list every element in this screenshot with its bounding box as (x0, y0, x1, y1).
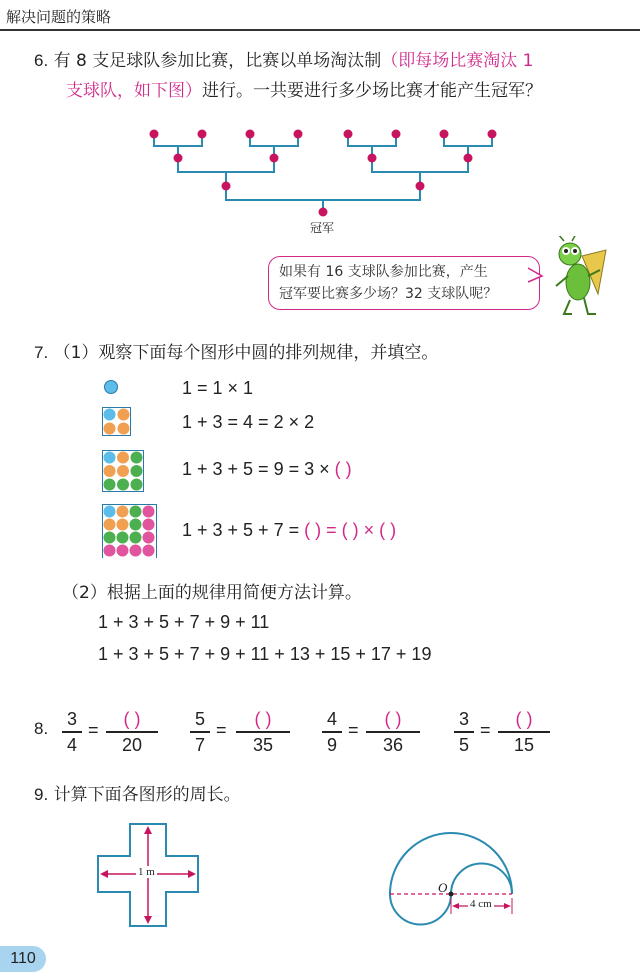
question-7-part1-label: （1）观察下面每个图形中圆的排列规律，并填空。 (53, 343, 439, 363)
fraction-2-right (236, 708, 290, 756)
fraction-denominator: 9 (326, 734, 337, 755)
question-6-text (34, 46, 624, 106)
pattern-blank-3[interactable]: ( ) (334, 459, 352, 479)
team-node (488, 130, 497, 139)
match-node (270, 154, 279, 163)
pattern-row-4 (182, 520, 396, 541)
fraction-numerator: 5 (194, 709, 205, 729)
fraction-numerator: 3 (66, 709, 77, 729)
team-node (150, 130, 159, 139)
fraction-denominator: 5 (458, 734, 469, 755)
semicircle-shape-figure (380, 818, 530, 948)
match-node (416, 182, 425, 191)
match-node (174, 154, 183, 163)
team-node (294, 130, 303, 139)
match-node (464, 154, 473, 163)
fraction-denominator: 7 (194, 734, 205, 755)
grasshopper-mascot-icon (548, 236, 618, 318)
question-7-number: 7. (34, 343, 49, 362)
pattern-eq-1: 1 = 1 × 1 (182, 378, 254, 398)
fraction-denominator: 4 (66, 734, 77, 755)
fraction-3-left (322, 708, 342, 756)
question-6-text-a: 有 8 支足球队参加比赛，比赛以单场淘汰制 (53, 51, 382, 71)
hint-line-1: 如果有 16 支球队参加比赛，产生 (279, 264, 488, 280)
team-node (344, 130, 353, 139)
question-6-number: 6. (34, 51, 49, 70)
fraction-3-right (366, 708, 420, 756)
team-node (198, 130, 207, 139)
pattern-blank-4[interactable]: ( ) = ( ) × ( ) (304, 520, 397, 540)
calc-expression-2: 1 + 3 + 5 + 7 + 9 + 11 + 13 + 15 + 17 + 19 (98, 644, 432, 664)
radius-measure-label: 4 cm (470, 898, 492, 910)
fraction-blank[interactable]: ( ) (123, 709, 141, 729)
fraction-blank[interactable]: ( ) (384, 709, 402, 729)
fraction-2-left (190, 708, 210, 756)
fraction-blank[interactable]: ( ) (515, 709, 533, 729)
pattern-eq-3: 1 + 3 + 5 = 9 = 3 × (182, 459, 330, 479)
circle-patterns (102, 378, 162, 558)
fraction-4-left (454, 708, 474, 756)
center-label: O (438, 880, 448, 895)
question-6-text-c: 支球队，如下图） (66, 81, 202, 101)
champion-label: 冠军 (310, 221, 335, 235)
team-node (246, 130, 255, 139)
fraction-numerator: 3 (458, 709, 469, 729)
equals-sign: = (348, 720, 359, 740)
question-9-text: 计算下面各图形的周长。 (53, 785, 241, 805)
bubble-tail (528, 266, 544, 286)
fraction-4-right (498, 708, 550, 756)
team-node (440, 130, 449, 139)
fraction-denominator: 36 (382, 734, 404, 755)
question-8-number: 8. (34, 719, 49, 738)
calc-expression-1: 1 + 3 + 5 + 7 + 9 + 11 (98, 612, 270, 632)
team-node (392, 130, 401, 139)
fraction-denominator: 15 (513, 734, 535, 755)
page-header-title: 解决问题的策略 (6, 8, 112, 26)
equals-sign: = (88, 720, 99, 740)
match-node (222, 182, 231, 191)
pattern-row-3 (182, 459, 352, 480)
pattern-eq-4: 1 + 3 + 5 + 7 = (182, 520, 300, 540)
question-9-number: 9. (34, 785, 49, 804)
champion-node (319, 208, 328, 217)
fraction-denominator: 20 (121, 734, 143, 755)
fraction-numerator: 4 (326, 709, 337, 729)
header-divider (0, 29, 640, 31)
question-7-header (34, 338, 438, 368)
pattern-row-1 (182, 378, 253, 399)
page-number: 110 (0, 946, 46, 972)
fraction-1-left (62, 708, 82, 756)
tournament-bracket (140, 122, 520, 222)
question-7-part2-label: （2）根据上面的规律用简便方法计算。 (62, 583, 362, 603)
pattern-row-2 (182, 412, 314, 433)
hint-bubble (268, 256, 540, 310)
pattern-eq-2: 1 + 3 = 4 = 2 × 2 (182, 412, 315, 432)
question-6-text-d: 进行。一共要进行多少场比赛才能产生冠军？ (202, 81, 542, 101)
fraction-denominator: 35 (252, 734, 274, 755)
match-node (368, 154, 377, 163)
question-6-text-b: （即每场比赛淘汰 1 (381, 51, 534, 71)
hint-line-2: 冠军要比赛多少场？32 支球队呢？ (279, 286, 498, 302)
fraction-1-right (106, 708, 158, 756)
cross-measure-label: 1 m (138, 866, 155, 878)
equals-sign: = (480, 720, 491, 740)
fraction-blank[interactable]: ( ) (254, 709, 272, 729)
equals-sign: = (216, 720, 227, 740)
question-9-header (34, 780, 241, 810)
